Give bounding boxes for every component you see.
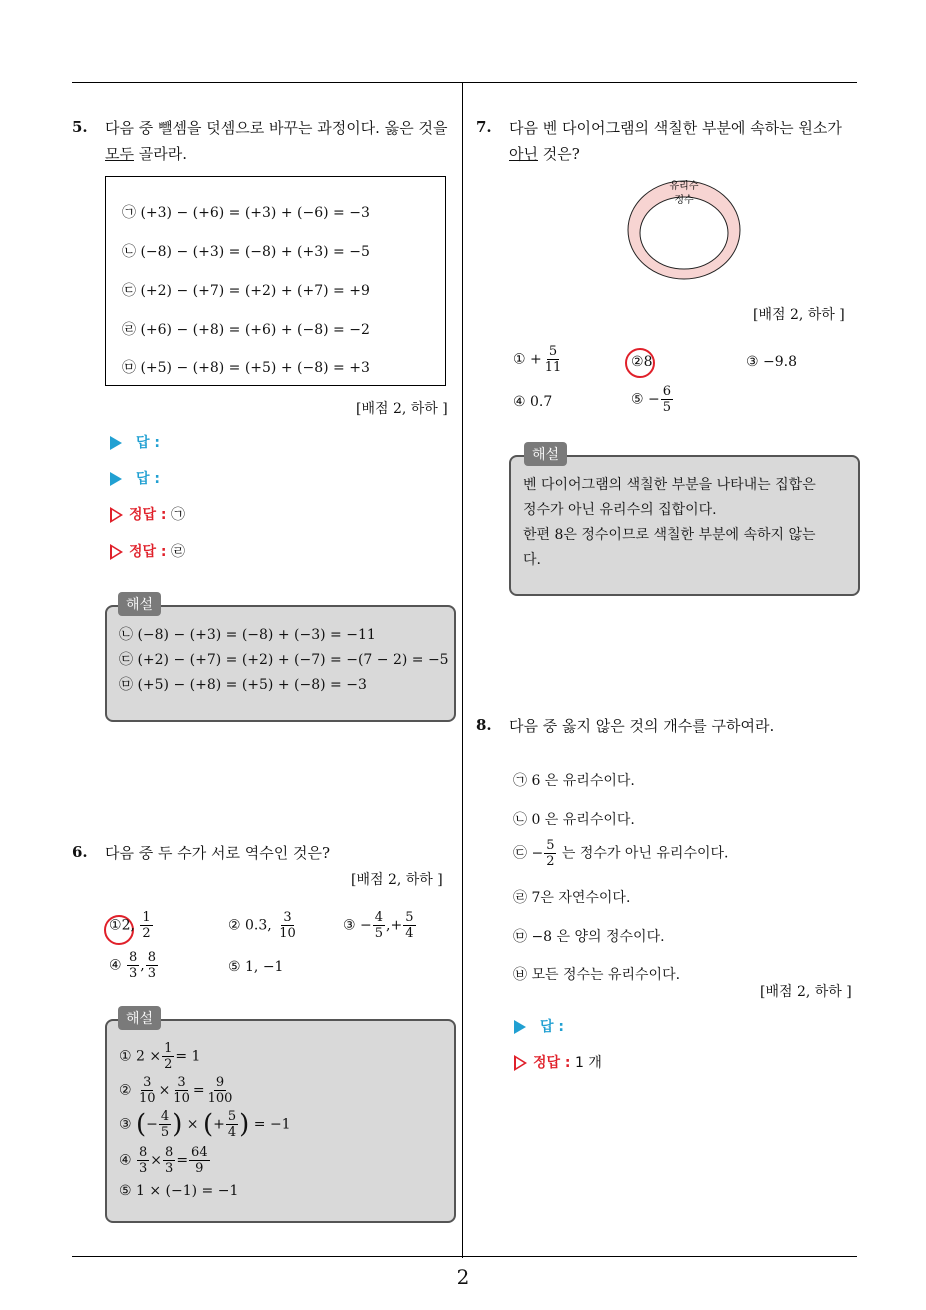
q8-score-meta: [배점 2, 하하 ] [760, 984, 852, 1000]
q7-option-3-mark: ③ [746, 354, 759, 370]
q6-explanation-tag: 해설 [118, 1006, 161, 1030]
q7-explanation-line-4: 다. [523, 552, 541, 568]
q6-option-2-mark: ② [228, 917, 241, 934]
q6-option-5-mark: ⑤ [228, 959, 241, 975]
q8-correct-row [514, 1052, 602, 1072]
q5-explanation-tag: 해설 [118, 592, 161, 616]
q7-number: 7. [476, 118, 492, 136]
q6-explanation-line-1: ① 2 × $\frac{1}{2}$ = 1 [119, 1041, 201, 1072]
q5-answer-row-1 [110, 432, 160, 452]
q5-correct-value-1: ㉠ [170, 507, 185, 523]
q6-score-meta: [배점 2, 하하 ] [351, 872, 443, 888]
q6-option-3-mark: ③ [343, 917, 356, 934]
q7-option-2[interactable] [631, 354, 652, 370]
q6-option-2[interactable] [228, 910, 299, 941]
q6-option-3-sign-1: − [360, 917, 372, 934]
q5-question-line1: 다음 중 뺄셈을 덧셈으로 바꾸는 과정이다. 옳은 것을 [105, 119, 448, 137]
q6-option-4-sep: , [140, 957, 145, 974]
q5-statement-5: ㉤ (+5) − (+8) = (+5) + (−8) = +3 [122, 360, 370, 376]
q6-option-3-sign-2: + [390, 917, 403, 934]
q5-number: 5. [72, 118, 88, 136]
q5-correct-row-2 [110, 541, 185, 561]
q7-venn-diagram [620, 175, 750, 285]
q5-explanation-line-3: ㉤ (+5) − (+8) = (+5) + (−8) = −3 [119, 677, 367, 693]
q6-explanation-line-4: ④ $\frac{8}{3}$ × $\frac{8}{3}$ = $\frac{64}{9}$ [119, 1145, 208, 1176]
q6-option-5-value: 1, −1 [245, 959, 284, 975]
q6-option-4-mark: ④ [109, 957, 122, 974]
q6-option-2-value: 0.3, [245, 917, 272, 934]
q6-option-3-sep: , [386, 917, 391, 934]
q7-option-3-value: −9.8 [763, 354, 798, 370]
q8-answer-row [514, 1016, 564, 1036]
venn-inner-set [640, 197, 728, 269]
q5-answer-label-1: 답 : [136, 435, 160, 451]
q8-correct-label: 정답 : [533, 1055, 571, 1071]
q7-option-1[interactable] [513, 344, 564, 375]
page-number: 2 [456, 1265, 470, 1289]
q7-question-line2 [509, 141, 859, 167]
q5-explanation-line-1: ㉡ (−8) − (+3) = (−8) + (−3) = −11 [119, 627, 376, 643]
q7-explanation-line-3: 한편 8은 정수이므로 색칠한 부분에 속하지 않는 [523, 527, 816, 543]
answer-triangle-icon [514, 1020, 526, 1034]
q6-option-4-fraction-1: $\frac{8}{3}$ [129, 950, 138, 981]
q7-option-5-mark: ⑤ [631, 391, 644, 408]
q5-explanation-line-2: ㉢ (+2) − (+7) = (+2) + (−7) = −(7 − 2) = −5 [119, 652, 449, 668]
q7-option-4-mark: ④ [513, 394, 526, 410]
bottom-rule [72, 1256, 857, 1257]
q7-option-1-mark: ① [513, 351, 526, 368]
q7-option-4-value: 0.7 [530, 394, 553, 410]
q7-explanation-tag: 해설 [524, 442, 567, 466]
q5-question-line2 [105, 141, 457, 167]
venn-inner-label: 정수 [674, 195, 694, 206]
q7-option-1-fraction: $\frac{5}{11}$ [544, 344, 562, 375]
q6-option-5[interactable] [228, 959, 283, 975]
correct-triangle-icon [514, 1055, 527, 1071]
q6-option-1[interactable] [109, 910, 154, 941]
answer-triangle-icon [110, 436, 122, 450]
q7-score-meta: [배점 2, 하하 ] [753, 307, 845, 323]
q5-answer-row-2 [110, 468, 160, 488]
q6-option-1-value: 2, [121, 917, 135, 934]
top-rule [72, 82, 857, 83]
q8-statement-2: ㉡ 0 은 유리수이다. [513, 812, 635, 828]
q5-question-tail: 골라라. [133, 145, 187, 163]
q8-statement-6: ㉥ 모든 정수는 유리수이다. [513, 967, 681, 983]
q6-explanation-line-2: ② $\frac{3}{10}$ × $\frac{3}{10}$ = $\frac{9}{100}$ [119, 1075, 233, 1106]
q5-emphasis: 모두 [105, 145, 134, 163]
q7-question-tail: 것은? [537, 145, 580, 163]
q5-correct-value-2: ㉣ [170, 544, 185, 560]
q7-option-5[interactable] [631, 384, 674, 415]
q6-explanation-line-5: ⑤ 1 × (−1) = −1 [119, 1183, 239, 1199]
q5-statement-1: ㉠ (+3) − (+6) = (+3) + (−6) = −3 [122, 205, 370, 221]
q5-correct-row-1 [110, 504, 185, 524]
q5-explanation-box [105, 605, 456, 722]
q5-statement-3: ㉢ (+2) − (+7) = (+2) + (+7) = +9 [122, 283, 370, 299]
q6-option-4[interactable] [109, 950, 159, 981]
venn-outer-label: 유리수 [669, 181, 699, 192]
q8-statement-5: ㉤ −8 은 양의 정수이다. [513, 929, 665, 945]
q7-emphasis: 아닌 [509, 145, 538, 163]
q6-option-3[interactable] [343, 910, 417, 941]
correct-triangle-icon [110, 507, 123, 523]
q7-option-4[interactable] [513, 394, 552, 410]
column-divider [462, 83, 463, 1258]
q5-statement-4: ㉣ (+6) − (+8) = (+6) + (−8) = −2 [122, 322, 370, 338]
q7-option-5-sign: − [648, 391, 660, 408]
q7-explanation-line-2: 정수가 아닌 유리수의 집합이다. [523, 502, 717, 518]
q7-option-2-mark: ② [631, 354, 644, 370]
q6-option-4-fraction-2: $\frac{8}{3}$ [147, 950, 157, 981]
q6-explanation-line-3: ③ (− $\frac{4}{5}$ ) × (+ $\frac{5}{4}$ ) = −1 [119, 1109, 291, 1140]
q8-statement-3: ㉢ − $\frac{5}{2}$ 는 정수가 아닌 유리수이다. [513, 838, 729, 869]
q6-option-1-mark: ① [109, 917, 122, 934]
correct-triangle-icon [110, 544, 123, 560]
q5-question [105, 115, 457, 167]
q6-option-2-fraction: $\frac{3}{10}$ [279, 910, 296, 941]
q8-correct-value: 1 개 [574, 1055, 602, 1071]
q6-option-3-fraction-1: $\frac{4}{5}$ [374, 910, 384, 941]
q5-score-meta: [배점 2, 하하 ] [356, 401, 448, 417]
q6-number: 6. [72, 843, 88, 861]
q6-question: 다음 중 두 수가 서로 역수인 것은? [105, 844, 331, 862]
q5-correct-label-2: 정답 : [129, 544, 167, 560]
q6-option-3-fraction-2: $\frac{5}{4}$ [405, 910, 414, 941]
q8-question: 다음 중 옳지 않은 것의 개수를 구하여라. [509, 717, 775, 735]
q7-question [509, 115, 859, 167]
answer-triangle-icon [110, 472, 122, 486]
q5-answer-label-2: 답 : [136, 471, 160, 487]
q5-correct-label-1: 정답 : [129, 507, 167, 523]
q6-explanation-box [105, 1019, 456, 1223]
q7-option-2-value: 8 [643, 354, 653, 370]
q8-statement-4: ㉣ 7은 자연수이다. [513, 890, 631, 906]
q7-question-line1: 다음 벤 다이어그램의 색칠한 부분에 속하는 원소가 [509, 119, 842, 137]
q5-statement-2: ㉡ (−8) − (+3) = (−8) + (+3) = −5 [122, 244, 370, 260]
q8-answer-label: 답 : [540, 1019, 564, 1035]
q6-option-1-fraction: $\frac{1}{2}$ [142, 910, 151, 941]
q7-explanation-box [509, 455, 860, 596]
q7-option-3[interactable] [746, 354, 797, 370]
q8-statement-1: ㉠ 6 은 유리수이다. [513, 773, 635, 789]
q8-number: 8. [476, 716, 492, 734]
q7-option-5-fraction: $\frac{6}{5}$ [662, 384, 672, 415]
q7-option-1-sign: + [530, 351, 542, 368]
q7-explanation-line-1: 벤 다이어그램의 색칠한 부분을 나타내는 집합은 [523, 477, 816, 493]
